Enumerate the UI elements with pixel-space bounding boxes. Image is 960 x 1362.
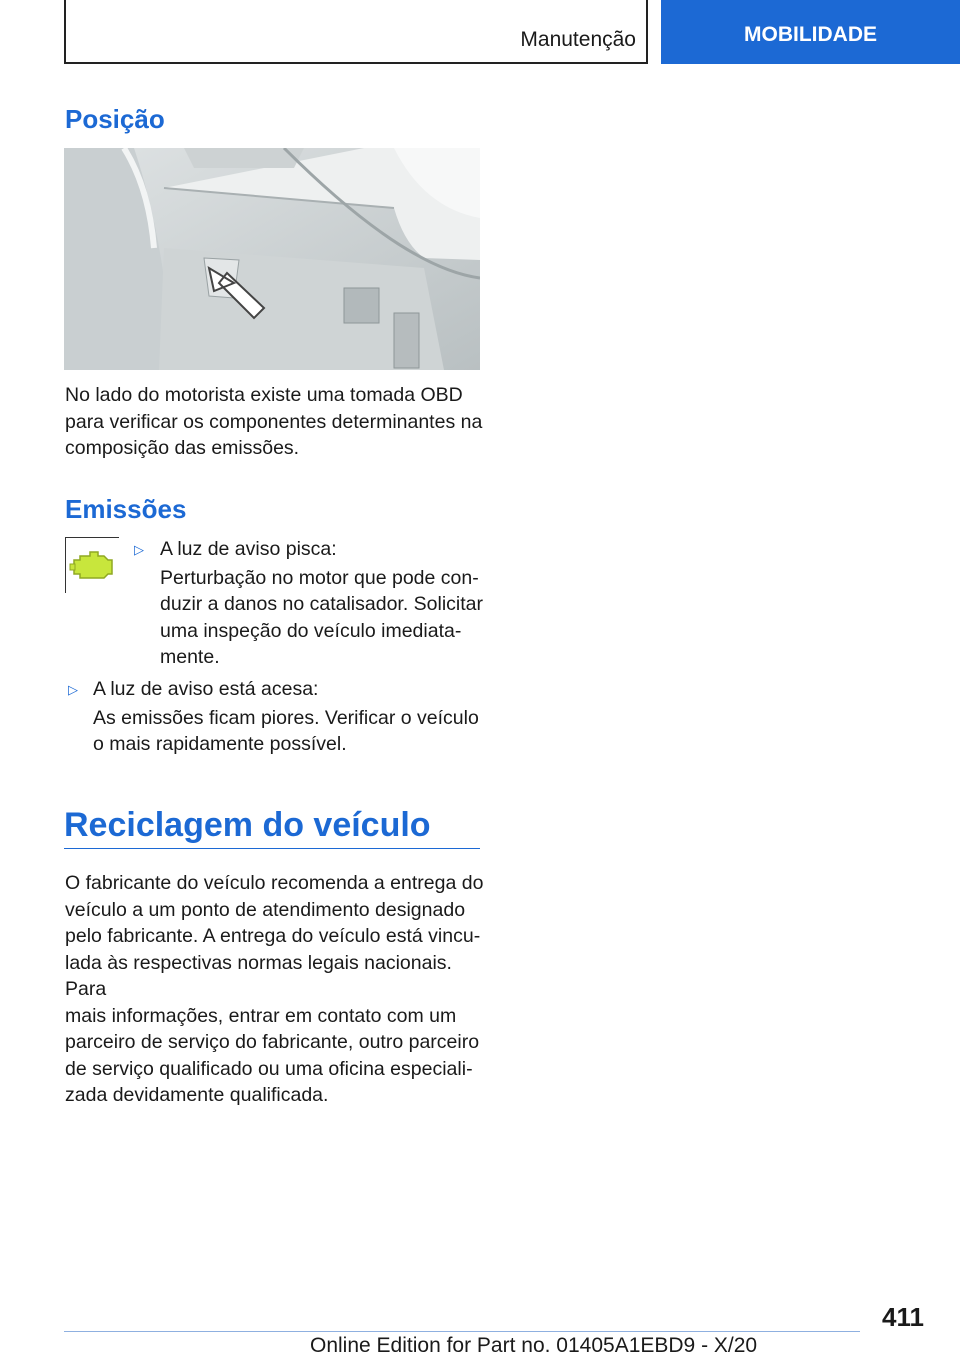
chapter-title-rule xyxy=(64,848,480,849)
footer-rule xyxy=(64,1331,860,1332)
section-title-emissoes: Emissões xyxy=(65,494,187,524)
reciclagem-line: lada às respectivas normas legais nacionais. Para xyxy=(65,951,452,1000)
reciclagem-line: mais informações, entrar em contato com um xyxy=(65,1004,457,1027)
emissoes-item-line: As emissões ficam piores. Verificar o veículo xyxy=(93,706,479,729)
emissoes-item-heading: A luz de aviso pisca: xyxy=(160,538,337,560)
reciclagem-line: zada devidamente qualificada. xyxy=(65,1084,329,1106)
bullet-triangle-icon: ▷ xyxy=(134,542,144,557)
emissoes-item-line: o mais rapidamente possível. xyxy=(93,733,347,755)
footer-edition-text: Online Edition for Part no. 01405A1EBD9 - X/20 xyxy=(310,1334,758,1357)
obd-socket-illustration xyxy=(64,148,480,370)
header-chapter-tab[interactable]: MOBILIDADE xyxy=(661,0,960,64)
emissoes-item-line: mente. xyxy=(160,646,220,668)
reciclagem-line: veículo a um ponto de atendimento designado xyxy=(65,898,466,921)
section-title-posicao: Posição xyxy=(65,104,165,134)
reciclagem-line: parceiro de serviço do fabricante, outro parceiro xyxy=(65,1031,480,1053)
emissoes-item-line: Perturbação no motor que pode con- xyxy=(160,566,479,589)
emissoes-item-lit xyxy=(93,676,485,758)
posicao-line: No lado do motorista existe uma tomada OBD xyxy=(65,384,463,406)
engine-warning-light-icon xyxy=(65,537,119,593)
emissoes-item-line: uma inspeção do veículo imediata- xyxy=(160,619,462,642)
reciclagem-line: de serviço qualificado ou uma oficina especiali- xyxy=(65,1057,473,1080)
posicao-paragraph xyxy=(65,382,485,462)
emissoes-item-flashing xyxy=(160,536,490,671)
posicao-line: para verificar os componentes determinantes na xyxy=(65,410,483,433)
chapter-title-reciclagem: Reciclagem do veículo xyxy=(64,806,431,844)
bullet-triangle-icon: ▷ xyxy=(68,682,78,697)
emissoes-item-heading: A luz de aviso está acesa: xyxy=(93,678,319,700)
reciclagem-line: pelo fabricante. A entrega do veículo está vincu- xyxy=(65,925,481,947)
emissoes-item-line: duzir a danos no catalisador. Solicitar xyxy=(160,593,484,615)
posicao-line: composição das emissões. xyxy=(65,437,300,459)
page-number: 411 xyxy=(882,1302,924,1332)
reciclagem-line: O fabricante do veículo recomenda a entrega do xyxy=(65,872,484,894)
reciclagem-paragraph xyxy=(65,870,485,1109)
header-section-title: Manutenção xyxy=(520,28,636,51)
